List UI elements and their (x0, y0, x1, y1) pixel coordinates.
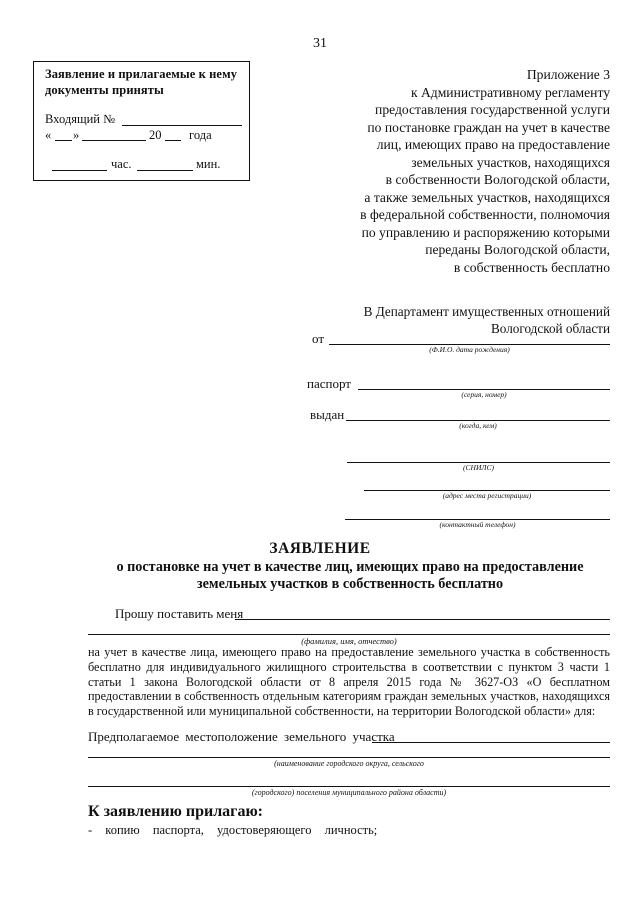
location-field-start[interactable] (372, 742, 610, 743)
request-name-caption: (фамилия, имя, отчество) (301, 636, 397, 646)
incoming-number-row (45, 111, 115, 127)
address-caption: (адрес места регистрации) (442, 491, 532, 500)
appendix-header (280, 66, 610, 276)
appendix-line: к Административному регламенту (410, 84, 610, 100)
request-name-field[interactable] (88, 634, 610, 635)
phone-caption: (контактный телефон) (439, 520, 516, 529)
appendix-line: а также земельных участков, находящихся (364, 189, 610, 205)
appendix-line: предоставления государственной услуги (375, 102, 610, 117)
incoming-number-label: Входящий № (45, 112, 116, 126)
hours-field[interactable] (52, 170, 107, 171)
applicant-name-caption: (Ф.И.О. дата рождения) (429, 345, 510, 354)
minutes-field[interactable] (137, 170, 193, 171)
request-label: Прошу поставить меня (115, 606, 244, 621)
addressee (310, 303, 610, 337)
request-name-field-start[interactable] (235, 619, 610, 620)
snils-caption: (СНИЛС) (463, 463, 494, 472)
minutes-label: мин. (196, 157, 221, 171)
statement-title: ЗАЯВЛЕНИЕ (269, 540, 371, 557)
attachments-title: К заявлению прилагаю: (88, 803, 263, 820)
appendix-line: переданы Вологодской области, (425, 242, 610, 257)
passport-caption: (серия, номер) (461, 390, 507, 399)
date-month-field[interactable] (82, 140, 146, 141)
page-number: 31 (313, 36, 327, 51)
location-field[interactable] (88, 757, 610, 758)
statement-subtitle-line-1: о постановке на учет в качестве лиц, имеющих право на предоставление (116, 559, 584, 575)
location-caption-1: (наименование городского округа, сельского (274, 759, 424, 768)
appendix-line: по постановке граждан на учет в качестве (367, 119, 610, 135)
appendix-line: в собственность бесплатно (453, 259, 610, 275)
stamp-date-row (45, 127, 51, 143)
statement-subtitle-line-2: земельных участков в собственность бесплатно (196, 576, 504, 592)
issued-label: выдан (310, 407, 345, 422)
appendix-line: по управлению и распоряжению которыми (361, 224, 610, 240)
date-year-field[interactable] (165, 140, 181, 141)
date-close-quote: » (73, 128, 80, 142)
stamp-title: Заявление и прилагаемые к нему документы приняты (45, 67, 238, 97)
date-year-prefix: 20 (149, 128, 162, 142)
statement-subtitle (60, 559, 640, 593)
attachment-item: - копию паспорта, удостоверяющего личность; (88, 823, 378, 837)
appendix-line: лиц, имеющих право на предоставление (376, 137, 610, 152)
appendix-line: в федеральной собственности, полномочия (360, 207, 610, 222)
addressee-line-1: В Департамент имущественных отношений (363, 304, 610, 319)
date-open-quote: « (45, 128, 52, 142)
appendix-line: в собственности Вологодской области, (385, 172, 610, 187)
statement-body: на учет в качестве лица, имеющего право на предоставление земельного участка в собственность бесплатно для индивидуального жилищного строительства в соответствии с пунктом 3 части 1 статьи 1 закона Вологодской области от 8 апреля 2015 года № 3627-ОЗ «О бесплатном предоставлении в собственность отдельным категориям граждан земельных участков, находящихся в государственной или муниципальной собственности, на территории Вологодской области» для: (88, 645, 610, 719)
addressee-line-2: Вологодской области (490, 321, 610, 336)
from-label: от (312, 331, 325, 346)
hours-label: час. (111, 157, 132, 171)
date-day-field[interactable] (55, 140, 72, 141)
passport-label: паспорт (307, 376, 351, 391)
appendix-line: земельных участков, находящихся (411, 154, 610, 170)
incoming-number-field[interactable] (122, 125, 242, 126)
location-caption-2: (городского) поселения муниципального района области) (251, 788, 447, 797)
location-field-2[interactable] (88, 786, 610, 787)
location-label: Предполагаемое местоположение земельного участка (88, 729, 395, 744)
issued-caption: (когда, кем) (459, 421, 497, 430)
date-year-suffix: года (189, 128, 212, 142)
appendix-line: Приложение 3 (526, 67, 610, 82)
